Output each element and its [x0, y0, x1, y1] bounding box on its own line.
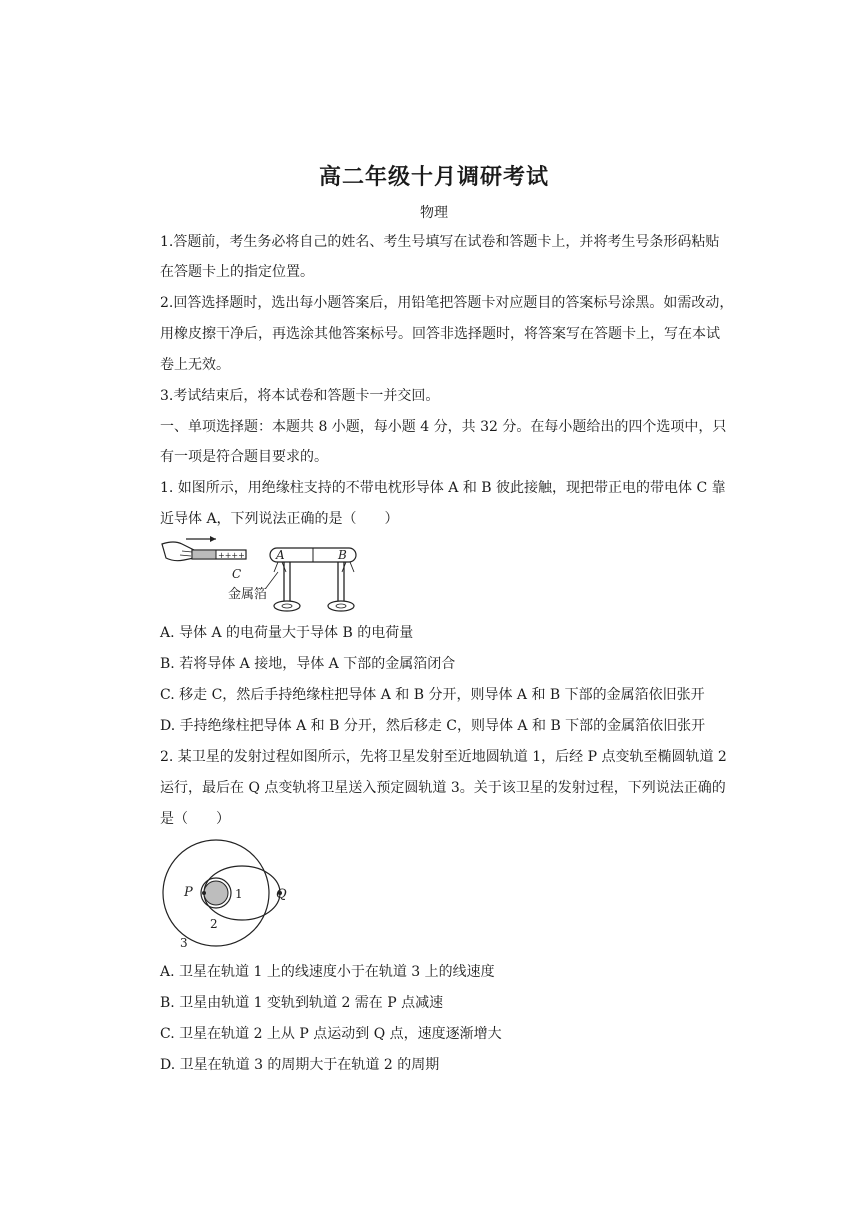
instruction-line: 3.考试结束后，将本试卷和答题卡一并交回。: [160, 388, 440, 404]
label-orbit-3: 3: [180, 936, 188, 950]
instruction-line: 在答题卡上的指定位置。: [160, 264, 314, 280]
instruction-line: 卷上无效。: [160, 357, 230, 373]
label-orbit-2: 2: [210, 917, 218, 931]
label-c: C: [232, 567, 242, 581]
orbit-figure: [160, 838, 300, 950]
instruction-line: 用橡皮擦干净后，再选涂其他答案标号。回答非选择题时，将答案写在答题卡上，写在本试: [160, 326, 720, 342]
instruction-line: 2.回答选择题时，选出每小题答案后，用铅笔把答题卡对应题目的答案标号涂黑。如需改动，: [160, 295, 734, 311]
foil-label: 金属箔: [228, 587, 268, 602]
question-1-option: D. 手持绝缘柱把导体 A 和 B 分开，然后移走 C，则导体 A 和 B 下部的金属箔依旧张开: [160, 718, 706, 734]
question-2-stem: 2. 某卫星的发射过程如图所示，先将卫星发射至近地圆轨道 1，后经 P 点变轨至椭圆轨道 2: [160, 749, 727, 765]
label-p: P: [184, 885, 193, 900]
hand-icon: [162, 542, 196, 561]
label-b: B: [338, 548, 347, 562]
question-1-stem: 1. 如图所示，用绝缘柱支持的不带电枕形导体 A 和 B 彼此接触，现把带正电的带电体 C 靠: [160, 480, 726, 496]
label-orbit-1: 1: [235, 887, 243, 901]
question-1-option: B. 若将导体 A 接地，导体 A 下部的金属箔闭合: [160, 656, 456, 672]
question-2-stem: 运行，最后在 Q 点变轨将卫星送入预定圆轨道 3。关于该卫星的发射过程，下列说法正确的: [160, 780, 726, 796]
instruction-line: 1.答题前，考生务必将自己的姓名、考生号填写在试卷和答题卡上，并将考生号条形码粘贴: [160, 234, 720, 250]
question-1-option: A. 导体 A 的电荷量大于导体 B 的电荷量: [160, 625, 414, 641]
point-p: [202, 891, 206, 895]
exam-title: 高二年级十月调研考试: [318, 165, 549, 190]
question-2-option: D. 卫星在轨道 3 的周期大于在轨道 2 的周期: [160, 1057, 440, 1073]
section-heading: 一、单项选择题：本题共 8 小题，每小题 4 分，共 32 分。在每小题给出的四个选项中，只: [160, 419, 727, 435]
label-a: A: [276, 548, 285, 562]
question-2-stem: 是（ ）: [160, 811, 230, 827]
conductor-figure: [160, 532, 370, 616]
earth-icon: [204, 881, 228, 905]
label-q: Q: [276, 887, 287, 902]
exam-subject: 物理: [420, 205, 448, 221]
charge-signs: ++++: [218, 551, 245, 560]
question-2-option: A. 卫星在轨道 1 上的线速度小于在轨道 3 上的线速度: [160, 964, 495, 980]
question-1-stem: 近导体 A，下列说法正确的是（ ）: [160, 511, 399, 527]
question-2-option: B. 卫星由轨道 1 变轨到轨道 2 需在 P 点减速: [160, 995, 444, 1011]
section-heading: 有一项是符合题目要求的。: [160, 449, 328, 465]
question-2-option: C. 卫星在轨道 2 上从 P 点运动到 Q 点，速度逐渐增大: [160, 1026, 502, 1042]
question-1-option: C. 移走 C，然后手持绝缘柱把导体 A 和 B 分开，则导体 A 和 B 下部的金属箔依旧张开: [160, 687, 705, 703]
